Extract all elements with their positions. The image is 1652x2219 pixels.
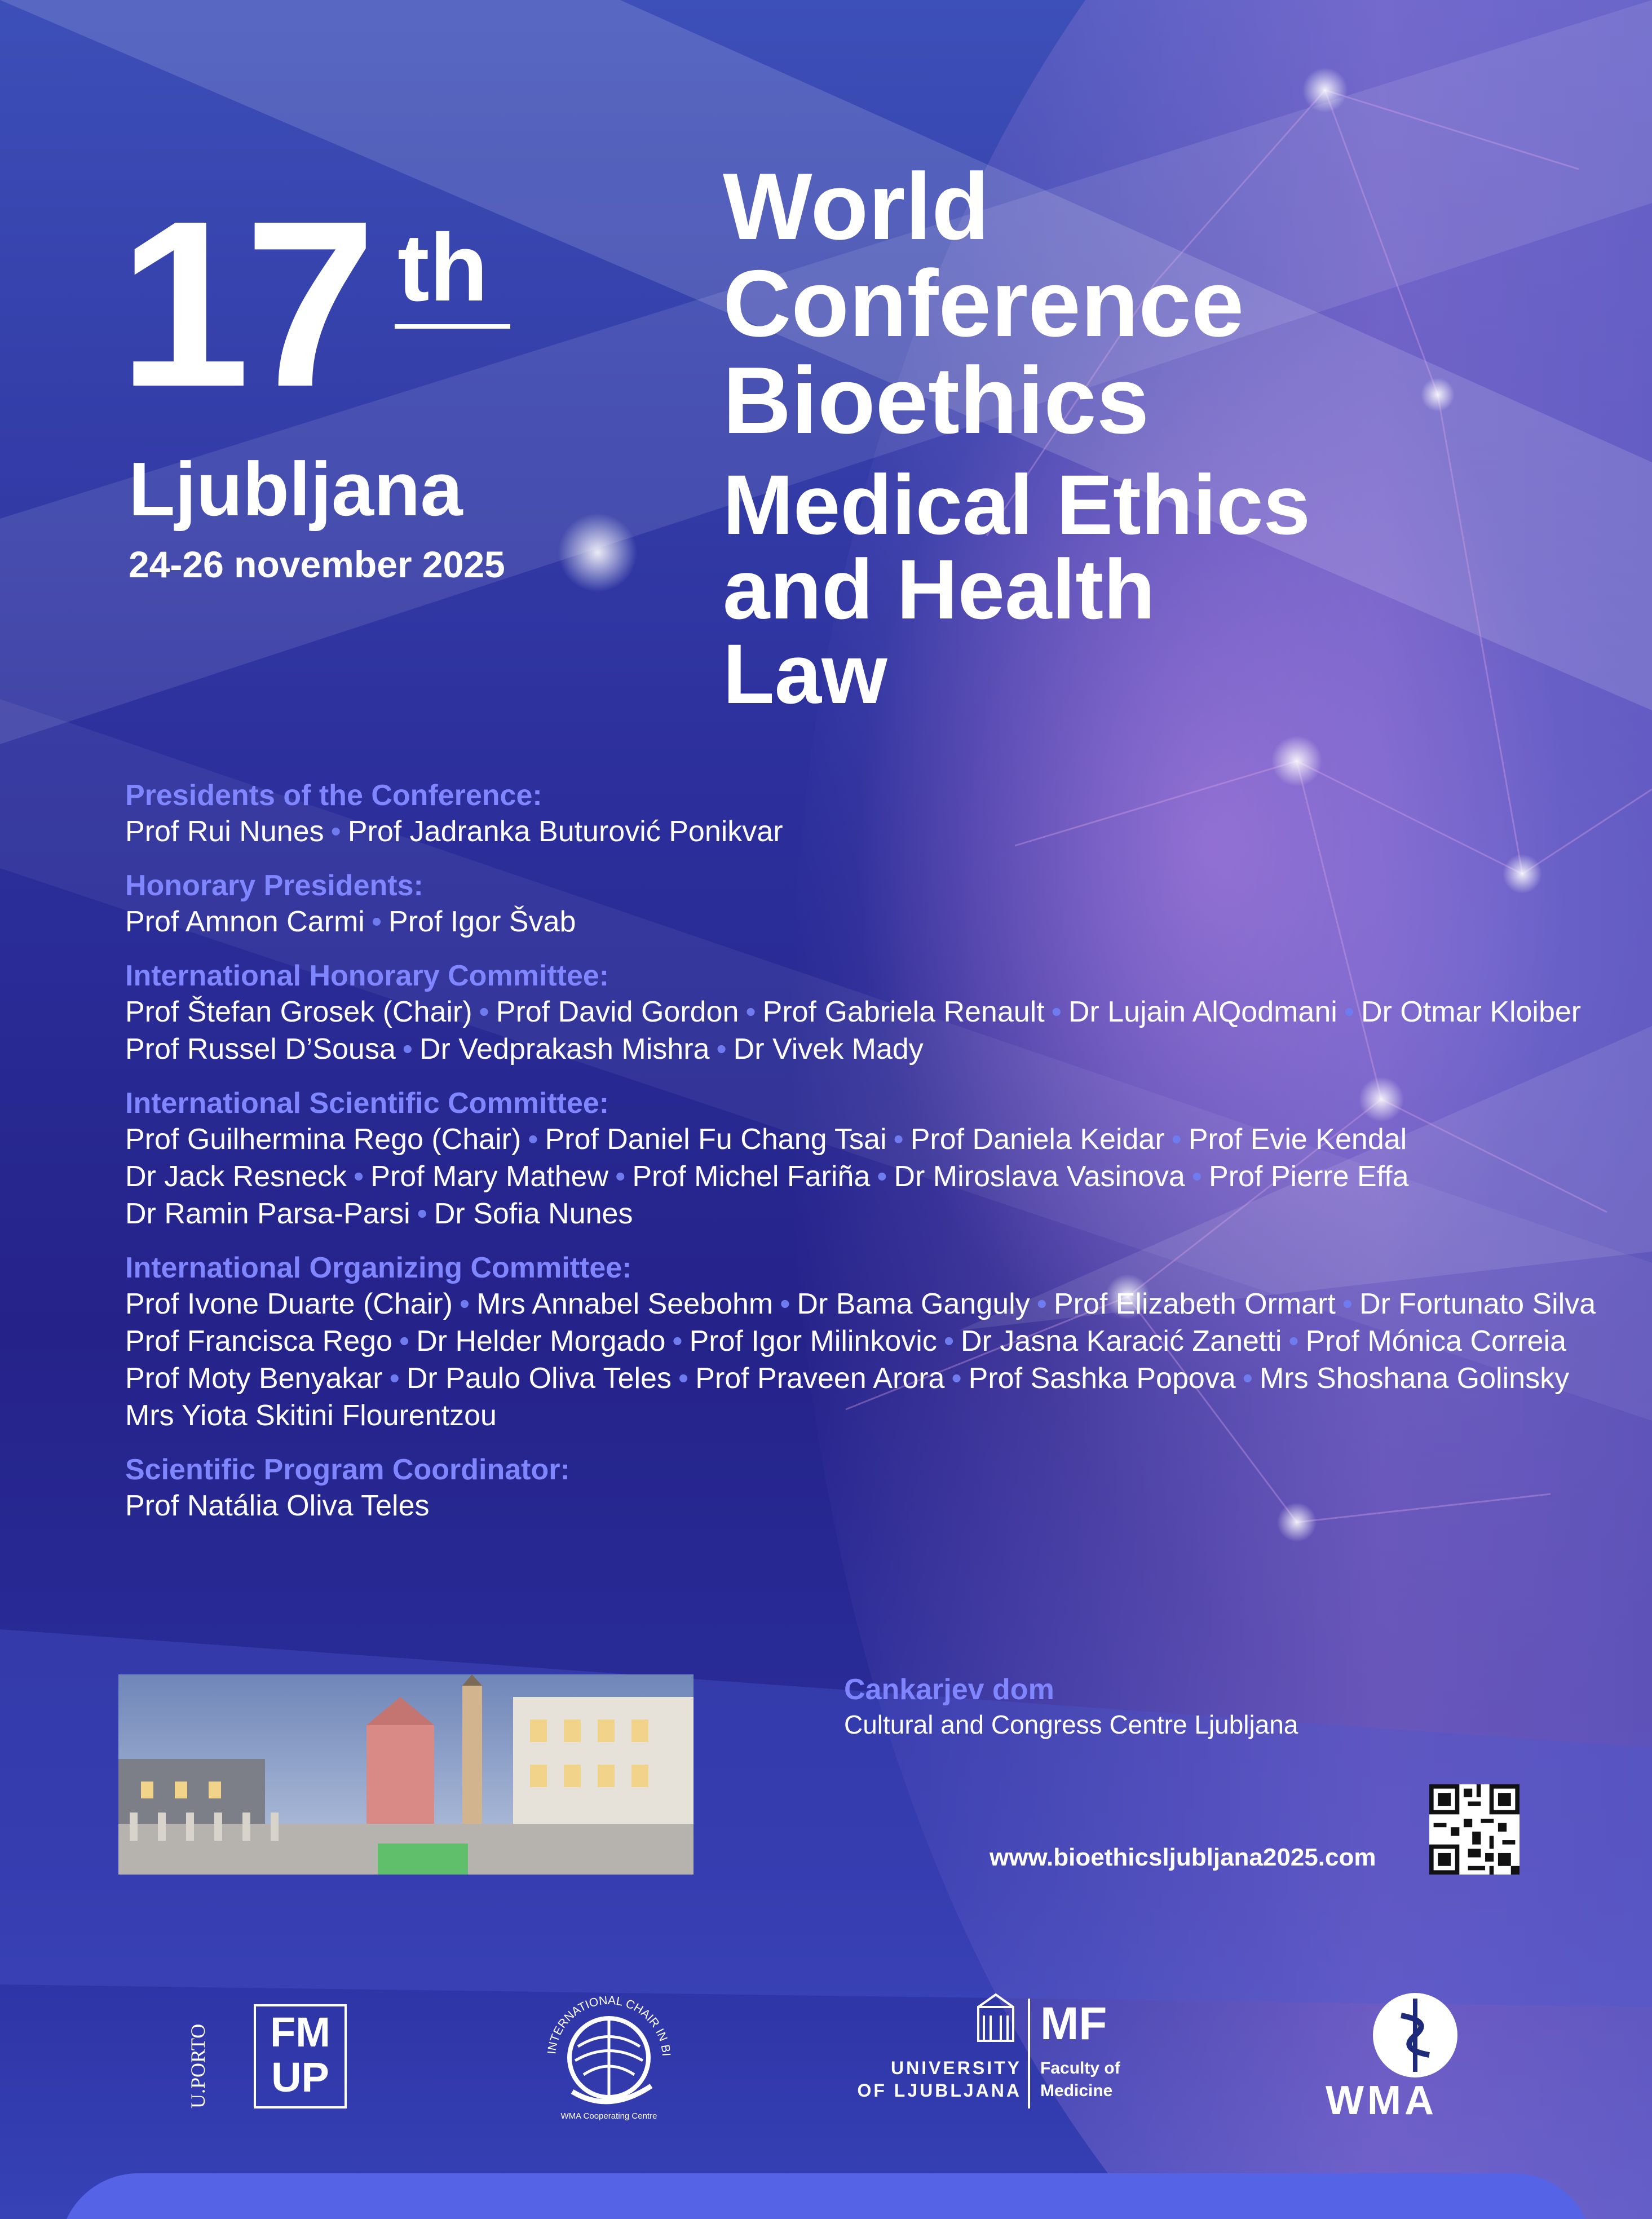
separator-dot: •	[1036, 1288, 1047, 1320]
member-line	[125, 1031, 1591, 1068]
member-name: Prof Praveen Arora	[695, 1362, 945, 1395]
separator-dot: •	[1171, 1123, 1182, 1156]
committee-members	[125, 813, 1591, 850]
member-name: Prof Russel D’Sousa	[125, 1033, 396, 1066]
member-line	[125, 1121, 1591, 1158]
member-name: Mrs Yiota Skitini Flourentzou	[125, 1399, 497, 1432]
separator-dot: •	[893, 1123, 904, 1156]
committee-list	[125, 778, 1596, 1542]
committee-group	[125, 1452, 1591, 1524]
member-name: Prof Jadranka Buturović Ponikvar	[347, 815, 783, 848]
member-name: Dr Lujain AlQodmani	[1068, 996, 1337, 1028]
member-name: Prof Michel Fariña	[632, 1160, 871, 1193]
subtitle-line: Law	[723, 626, 887, 721]
title-line: Conference	[723, 250, 1244, 356]
uporto-logo	[183, 2004, 211, 2111]
member-name: Prof Pierre Effa	[1209, 1160, 1409, 1193]
member-name: Prof Moty Benyakar	[125, 1362, 383, 1395]
member-line	[125, 1360, 1591, 1397]
member-line	[125, 1487, 1591, 1524]
bioethics-chair-logo	[538, 1973, 679, 2125]
member-name: Prof David Gordon	[496, 996, 739, 1028]
separator-dot: •	[389, 1362, 400, 1395]
member-name: Dr Miroslava Vasinova	[894, 1160, 1185, 1193]
separator-dot: •	[354, 1160, 364, 1193]
member-name: Prof Amnon Carmi	[125, 905, 365, 938]
subtitle-line: and Health	[723, 542, 1155, 636]
bottom-bar	[59, 2173, 1593, 2219]
venue-block	[844, 1672, 1298, 1741]
separator-dot: •	[1342, 1288, 1353, 1320]
member-line	[125, 1195, 1591, 1232]
committee-heading: Honorary Presidents:	[125, 869, 423, 902]
fmup-logo	[254, 2004, 347, 2109]
member-name: Dr Bama Ganguly	[797, 1288, 1030, 1320]
committee-group	[125, 1086, 1591, 1232]
uporto-text: U.PORTO	[187, 2023, 209, 2109]
member-name: Prof Elizabeth Ormart	[1053, 1288, 1336, 1320]
wma-text: WMA	[1326, 2078, 1437, 2123]
member-line	[125, 1323, 1591, 1360]
conference-title	[723, 153, 1244, 453]
separator-dot: •	[479, 996, 489, 1028]
member-name: Prof Ivone Duarte (Chair)	[125, 1288, 453, 1320]
committee-members	[125, 903, 1591, 940]
member-name: Prof Sashka Popova	[968, 1362, 1236, 1395]
separator-dot: •	[528, 1123, 538, 1156]
chair-caption: WMA Cooperating Centre	[560, 2111, 657, 2121]
member-name: Prof Mary Mathew	[370, 1160, 609, 1193]
title-line: World	[723, 153, 990, 259]
committee-heading: Presidents of the Conference:	[125, 779, 542, 812]
member-name: Prof Daniel Fu Chang Tsai	[545, 1123, 887, 1156]
edition-underline	[395, 324, 510, 329]
separator-dot: •	[615, 1160, 626, 1193]
member-name: Prof Štefan Grosek (Chair)	[125, 996, 472, 1028]
committee-heading: International Organizing Committee:	[125, 1252, 632, 1284]
member-name: Mrs Shoshana Golinsky	[1259, 1362, 1570, 1395]
university-name-line2: OF LJUBLJANA	[857, 2080, 1022, 2101]
member-line	[125, 1397, 1591, 1434]
member-name: Prof Gabriela Renault	[762, 996, 1045, 1028]
member-name: Prof Francisca Rego	[125, 1325, 392, 1358]
separator-dot: •	[745, 996, 756, 1028]
committee-heading: Scientific Program Coordinator:	[125, 1453, 570, 1486]
edition-suffix: th	[397, 214, 488, 321]
member-name: Dr Jasna Karacić Zanetti	[961, 1325, 1282, 1358]
separator-dot: •	[877, 1160, 887, 1193]
venue-name: Cankarjev dom	[844, 1673, 1054, 1706]
member-name: Dr Paulo Oliva Teles	[406, 1362, 672, 1395]
committee-members	[125, 993, 1591, 1068]
committee-heading: International Scientific Committee:	[125, 1087, 609, 1120]
separator-dot: •	[330, 815, 341, 848]
venue-description: Cultural and Congress Centre Ljubljana	[844, 1710, 1298, 1739]
committee-group	[125, 778, 1591, 850]
member-name: Dr Vedprakash Mishra	[419, 1033, 710, 1066]
member-name: Prof Mónica Correia	[1305, 1325, 1566, 1358]
university-name-line1: UNIVERSITY	[890, 2058, 1022, 2078]
svg-text:INTERNATIONAL CHAIR IN BIOETHI	[538, 1973, 673, 2057]
member-line	[125, 903, 1591, 940]
separator-dot: •	[459, 1288, 470, 1320]
separator-dot: •	[943, 1325, 955, 1358]
title-line: Bioethics	[723, 347, 1150, 453]
ljubljana-photo	[118, 1674, 694, 1875]
member-name: Prof Rui Nunes	[125, 815, 324, 848]
committee-heading: International Honorary Committee:	[125, 960, 609, 992]
faculty-name-line1: Faculty of	[1040, 2059, 1120, 2077]
separator-dot: •	[780, 1288, 790, 1320]
member-line	[125, 813, 1591, 850]
separator-dot: •	[402, 1033, 413, 1066]
member-name: Prof Natália Oliva Teles	[125, 1489, 430, 1522]
member-name: Prof Igor Švab	[388, 905, 576, 938]
committee-group	[125, 1250, 1596, 1434]
committee-members	[125, 1487, 1591, 1524]
member-name: Prof Guilhermina Rego (Chair)	[125, 1123, 522, 1156]
separator-dot: •	[399, 1325, 410, 1358]
member-name: Dr Otmar Kloiber	[1361, 996, 1582, 1028]
separator-dot: •	[371, 905, 382, 938]
separator-dot: •	[716, 1033, 727, 1066]
conference-dates: 24-26 november 2025	[129, 543, 505, 585]
member-name: Dr Ramin Parsa-Parsi	[125, 1197, 410, 1230]
conference-subtitle	[723, 457, 1311, 721]
website-link[interactable]: www.bioethicsljubljana2025.com	[990, 1844, 1376, 1871]
member-name: Prof Igor Milinkovic	[689, 1325, 937, 1358]
member-name: Prof Evie Kendal	[1188, 1123, 1407, 1156]
separator-dot: •	[1288, 1325, 1299, 1358]
faculty-name-line2: Medicine	[1040, 2081, 1113, 2100]
separator-dot: •	[1191, 1160, 1203, 1193]
member-name: Dr Fortunato Silva	[1359, 1288, 1596, 1320]
chair-arc-text: INTERNATIONAL CHAIR IN BI	[545, 1993, 673, 2057]
edition-number: 17	[118, 172, 371, 436]
university-ljubljana-logo	[857, 1990, 1145, 2120]
wma-logo	[1297, 1987, 1466, 2123]
fmup-top-text: FM	[270, 2009, 330, 2056]
member-name: Dr Sofia Nunes	[434, 1197, 633, 1230]
committee-members	[125, 1121, 1591, 1232]
separator-dot: •	[1344, 996, 1355, 1028]
qr-code[interactable]	[1429, 1784, 1520, 1875]
committee-members	[125, 1285, 1596, 1434]
member-line	[125, 993, 1591, 1031]
separator-dot: •	[1051, 996, 1062, 1028]
fmup-bottom-text: UP	[271, 2054, 329, 2101]
mf-mark: MF	[1040, 1998, 1107, 2049]
member-name: Dr Vivek Mady	[733, 1033, 924, 1066]
city-name: Ljubljana	[129, 447, 463, 532]
subtitle-line: Medical Ethics	[723, 457, 1311, 552]
separator-dot: •	[951, 1362, 962, 1395]
member-name: Prof Daniela Keidar	[910, 1123, 1165, 1156]
member-line	[125, 1158, 1591, 1195]
separator-dot: •	[417, 1197, 427, 1230]
separator-dot: •	[1242, 1362, 1253, 1395]
member-name: Dr Helder Morgado	[416, 1325, 666, 1358]
committee-group	[125, 868, 1591, 940]
committee-group	[125, 958, 1591, 1068]
member-line	[125, 1285, 1596, 1323]
member-name: Dr Jack Resneck	[125, 1160, 347, 1193]
separator-dot: •	[678, 1362, 689, 1395]
member-name: Mrs Annabel Seebohm	[476, 1288, 774, 1320]
separator-dot: •	[672, 1325, 683, 1358]
